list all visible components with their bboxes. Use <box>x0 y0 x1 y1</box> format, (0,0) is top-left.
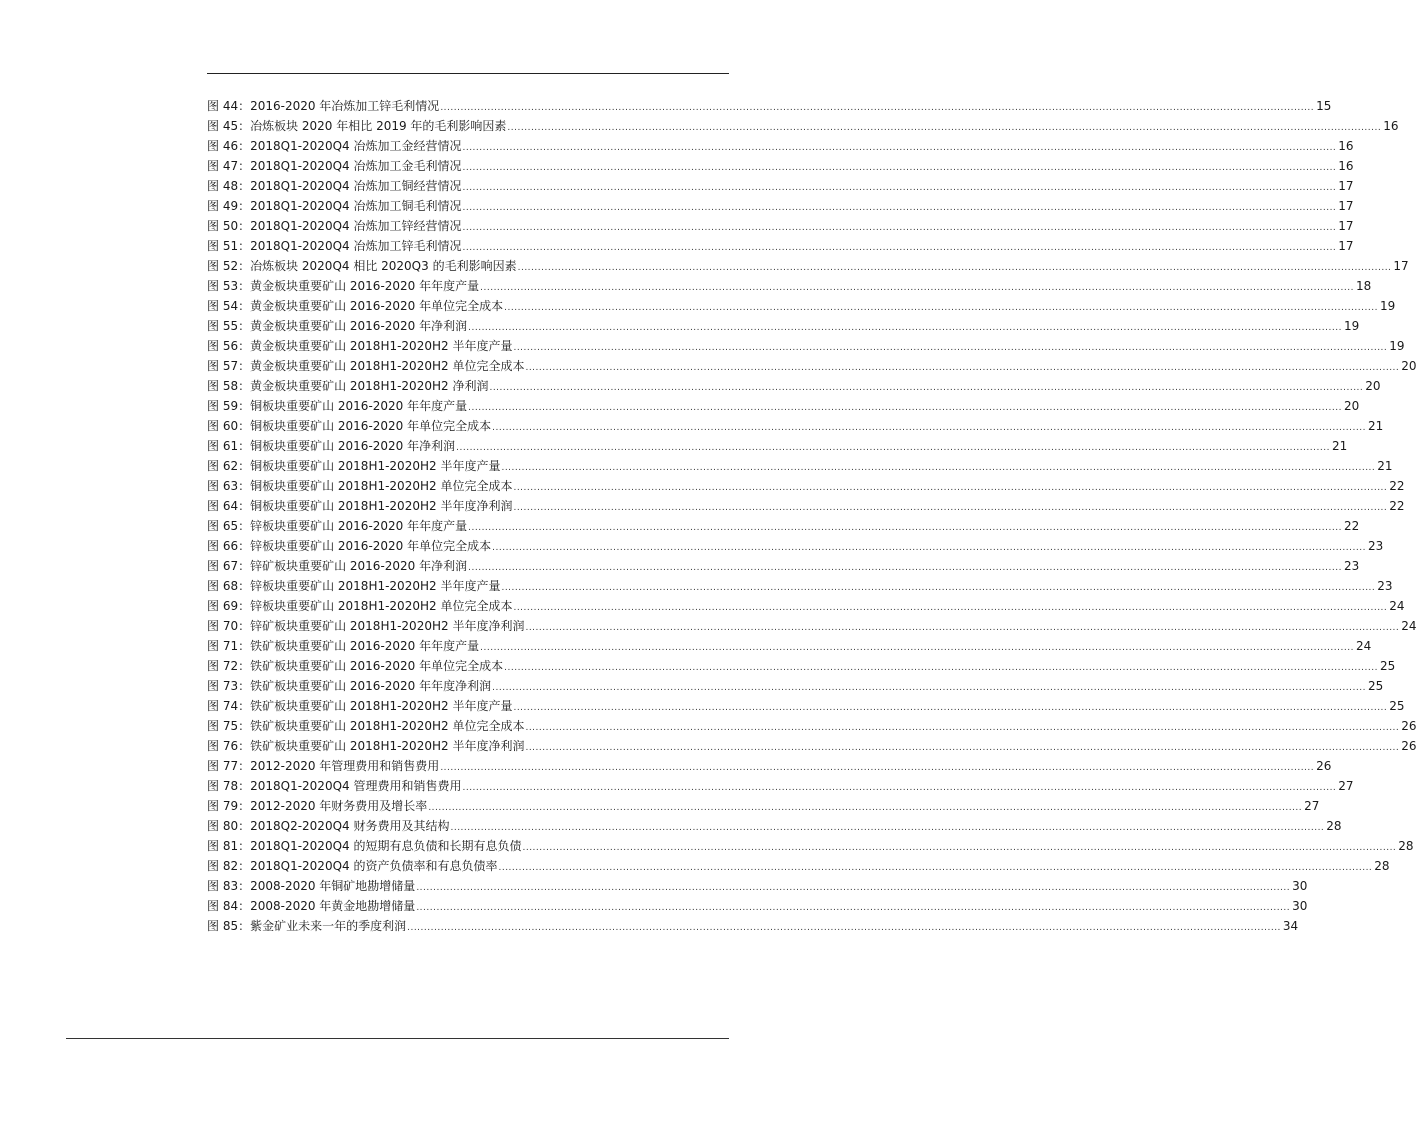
toc-entry[interactable] <box>207 596 1405 616</box>
toc-entry[interactable] <box>207 696 1405 716</box>
toc-dot-leader: .................................................................................................................................................................................................................................................................... <box>501 463 1376 473</box>
toc-entry[interactable] <box>207 476 1405 496</box>
toc-dot-leader: .................................................................................................................................................................................................................................................................... <box>513 483 1388 493</box>
toc-dot-leader: .................................................................................................................................................................................................................................................................... <box>525 743 1400 753</box>
toc-entry-page-number: 23 <box>1377 579 1393 593</box>
toc-entry-label: 图 48：2018Q1-2020Q4 冶炼加工铜经营情况 <box>207 179 462 193</box>
toc-entry[interactable] <box>207 96 1332 116</box>
toc-entry-page-number: 24 <box>1355 639 1372 653</box>
toc-dot-leader: .................................................................................................................................................................................................................................................................... <box>504 303 1378 313</box>
toc-entry-label: 图 68：锌板块重要矿山 2018H1-2020H2 半年度产量 <box>207 579 501 593</box>
toc-entry[interactable] <box>207 376 1381 396</box>
figure-toc-list <box>207 96 1417 936</box>
toc-entry[interactable] <box>207 796 1320 816</box>
toc-entry-label: 图 65：锌板块重要矿山 2016-2020 年年度产量 <box>207 519 468 533</box>
toc-entry-page-number: 22 <box>1389 479 1405 493</box>
toc-entry[interactable] <box>207 256 1409 276</box>
toc-entry-page-number: 22 <box>1343 519 1360 533</box>
toc-dot-leader: .................................................................................................................................................................................................................................................................... <box>416 903 1291 913</box>
toc-entry-label: 图 77：2012-2020 年管理费用和销售费用 <box>207 759 440 773</box>
toc-dot-leader: .................................................................................................................................................................................................................................................................... <box>492 683 1366 693</box>
toc-entry-label: 图 84：2008-2020 年黄金地勘增储量 <box>207 899 416 913</box>
toc-entry-label: 图 53：黄金板块重要矿山 2016-2020 年年度产量 <box>207 279 480 293</box>
toc-entry[interactable] <box>207 676 1384 696</box>
toc-dot-leader: .................................................................................................................................................................................................................................................................... <box>525 363 1400 373</box>
toc-entry[interactable] <box>207 196 1354 216</box>
toc-entry-page-number: 30 <box>1292 879 1308 893</box>
toc-entry[interactable] <box>207 456 1393 476</box>
toc-entry[interactable] <box>207 816 1342 836</box>
toc-entry[interactable] <box>207 236 1354 256</box>
toc-dot-leader: .................................................................................................................................................................................................................................................................... <box>440 103 1315 113</box>
toc-entry-page-number: 28 <box>1398 839 1414 853</box>
toc-entry[interactable] <box>207 276 1372 296</box>
toc-entry-label: 图 47：2018Q1-2020Q4 冶炼加工金毛利情况 <box>207 159 462 173</box>
toc-entry-label: 图 62：铜板块重要矿山 2018H1-2020H2 半年度产量 <box>207 459 501 473</box>
toc-entry-page-number: 25 <box>1389 699 1405 713</box>
toc-dot-leader: .................................................................................................................................................................................................................................................................... <box>501 583 1376 593</box>
toc-entry-label: 图 57：黄金板块重要矿山 2018H1-2020H2 单位完全成本 <box>207 359 525 373</box>
toc-entry-page-number: 25 <box>1367 679 1384 693</box>
toc-entry-label: 图 75：铁矿板块重要矿山 2018H1-2020H2 单位完全成本 <box>207 719 525 733</box>
toc-entry-page-number: 26 <box>1401 719 1417 733</box>
toc-dot-leader: .................................................................................................................................................................................................................................................................... <box>462 163 1337 173</box>
toc-dot-leader: .................................................................................................................................................................................................................................................................... <box>480 643 1354 653</box>
toc-entry-page-number: 21 <box>1377 459 1393 473</box>
toc-entry-label: 图 78：2018Q1-2020Q4 管理费用和销售费用 <box>207 779 462 793</box>
toc-entry[interactable] <box>207 656 1396 676</box>
toc-entry-page-number: 23 <box>1343 559 1360 573</box>
toc-dot-leader: .................................................................................................................................................................................................................................................................... <box>407 923 1281 933</box>
toc-dot-leader: .................................................................................................................................................................................................................................................................... <box>468 523 1342 533</box>
toc-entry-label: 图 51：2018Q1-2020Q4 冶炼加工锌毛利情况 <box>207 239 462 253</box>
toc-dot-leader: .................................................................................................................................................................................................................................................................... <box>498 863 1373 873</box>
toc-entry-label: 图 54：黄金板块重要矿山 2016-2020 年单位完全成本 <box>207 299 504 313</box>
toc-entry-label: 图 71：铁矿板块重要矿山 2016-2020 年年度产量 <box>207 639 480 653</box>
toc-entry[interactable] <box>207 416 1384 436</box>
toc-entry[interactable] <box>207 756 1332 776</box>
toc-dot-leader: .................................................................................................................................................................................................................................................................... <box>489 383 1364 393</box>
toc-entry-label: 图 46：2018Q1-2020Q4 冶炼加工金经营情况 <box>207 139 462 153</box>
toc-entry-label: 图 83：2008-2020 年铜矿地勘增储量 <box>207 879 416 893</box>
toc-dot-leader: .................................................................................................................................................................................................................................................................... <box>462 203 1337 213</box>
toc-dot-leader: .................................................................................................................................................................................................................................................................... <box>525 723 1400 733</box>
toc-entry-page-number: 34 <box>1282 919 1299 933</box>
toc-entry-label: 图 44：2016-2020 年冶炼加工锌毛利情况 <box>207 99 440 113</box>
toc-entry-page-number: 24 <box>1389 599 1405 613</box>
header-rule <box>207 73 729 74</box>
toc-entry-page-number: 17 <box>1338 219 1354 233</box>
toc-entry[interactable] <box>207 496 1405 516</box>
toc-entry-page-number: 21 <box>1367 419 1384 433</box>
toc-entry-page-number: 16 <box>1383 119 1399 133</box>
toc-entry-label: 图 66：锌板块重要矿山 2016-2020 年单位完全成本 <box>207 539 492 553</box>
toc-entry-page-number: 26 <box>1316 759 1332 773</box>
toc-entry-label: 图 50：2018Q1-2020Q4 冶炼加工锌经营情况 <box>207 219 462 233</box>
toc-entry-label: 图 81：2018Q1-2020Q4 的短期有息负债和长期有息负债 <box>207 839 522 853</box>
toc-entry-page-number: 20 <box>1401 359 1417 373</box>
toc-dot-leader: .................................................................................................................................................................................................................................................................... <box>517 263 1392 273</box>
toc-dot-leader: .................................................................................................................................................................................................................................................................... <box>450 823 1325 833</box>
toc-entry-label: 图 73：铁矿板块重要矿山 2016-2020 年年度净利润 <box>207 679 492 693</box>
toc-entry[interactable] <box>207 296 1396 316</box>
toc-entry[interactable] <box>207 136 1354 156</box>
toc-entry[interactable] <box>207 736 1417 756</box>
toc-entry[interactable] <box>207 156 1354 176</box>
toc-entry[interactable] <box>207 636 1372 656</box>
toc-entry[interactable] <box>207 556 1360 576</box>
toc-entry-page-number: 16 <box>1338 159 1354 173</box>
toc-entry-label: 图 67：锌矿板块重要矿山 2016-2020 年净利润 <box>207 559 468 573</box>
toc-entry[interactable] <box>207 336 1405 356</box>
toc-entry-page-number: 23 <box>1367 539 1384 553</box>
toc-entry-label: 图 49：2018Q1-2020Q4 冶炼加工铜毛利情况 <box>207 199 462 213</box>
toc-entry-page-number: 25 <box>1379 659 1396 673</box>
toc-entry-page-number: 20 <box>1343 399 1360 413</box>
toc-dot-leader: .................................................................................................................................................................................................................................................................... <box>513 503 1388 513</box>
toc-entry-label: 图 45：冶炼板块 2020 年相比 2019 年的毛利影响因素 <box>207 119 507 133</box>
toc-entry-page-number: 28 <box>1326 819 1342 833</box>
toc-entry[interactable] <box>207 716 1417 736</box>
toc-entry-label: 图 64：铜板块重要矿山 2018H1-2020H2 半年度净利润 <box>207 499 513 513</box>
footer-rule <box>66 1038 729 1039</box>
toc-entry-label: 图 74：铁矿板块重要矿山 2018H1-2020H2 半年度产量 <box>207 699 513 713</box>
toc-entry-page-number: 16 <box>1338 139 1354 153</box>
toc-entry-label: 图 79：2012-2020 年财务费用及增长率 <box>207 799 428 813</box>
toc-entry-page-number: 17 <box>1393 259 1409 273</box>
toc-dot-leader: .................................................................................................................................................................................................................................................................... <box>440 763 1315 773</box>
toc-entry-page-number: 20 <box>1365 379 1381 393</box>
toc-dot-leader: .................................................................................................................................................................................................................................................................... <box>513 343 1388 353</box>
toc-entry-page-number: 19 <box>1389 339 1405 353</box>
toc-dot-leader: .................................................................................................................................................................................................................................................................... <box>492 423 1366 433</box>
toc-entry[interactable] <box>207 576 1393 596</box>
toc-entry[interactable] <box>207 876 1308 896</box>
toc-dot-leader: .................................................................................................................................................................................................................................................................... <box>462 223 1337 233</box>
toc-entry-page-number: 17 <box>1338 239 1354 253</box>
toc-dot-leader: .................................................................................................................................................................................................................................................................... <box>462 243 1337 253</box>
toc-dot-leader: .................................................................................................................................................................................................................................................................... <box>468 403 1342 413</box>
toc-entry-label: 图 55：黄金板块重要矿山 2016-2020 年净利润 <box>207 319 468 333</box>
toc-entry-label: 图 63：铜板块重要矿山 2018H1-2020H2 单位完全成本 <box>207 479 513 493</box>
toc-entry-page-number: 19 <box>1379 299 1396 313</box>
toc-entry-label: 图 59：铜板块重要矿山 2016-2020 年年度产量 <box>207 399 468 413</box>
toc-entry-label: 图 80：2018Q2-2020Q4 财务费用及其结构 <box>207 819 450 833</box>
toc-entry-label: 图 85：紫金矿业未来一年的季度利润 <box>207 919 407 933</box>
toc-dot-leader: .................................................................................................................................................................................................................................................................... <box>468 323 1342 333</box>
toc-dot-leader: .................................................................................................................................................................................................................................................................... <box>416 883 1291 893</box>
toc-entry-page-number: 27 <box>1338 779 1354 793</box>
toc-dot-leader: .................................................................................................................................................................................................................................................................... <box>513 603 1388 613</box>
toc-entry[interactable] <box>207 516 1360 536</box>
toc-entry-label: 图 76：铁矿板块重要矿山 2018H1-2020H2 半年度净利润 <box>207 739 525 753</box>
toc-entry-label: 图 82：2018Q1-2020Q4 的资产负债率和有息负债率 <box>207 859 498 873</box>
toc-dot-leader: .................................................................................................................................................................................................................................................................... <box>462 183 1337 193</box>
toc-entry-label: 图 72：铁矿板块重要矿山 2016-2020 年单位完全成本 <box>207 659 504 673</box>
toc-dot-leader: .................................................................................................................................................................................................................................................................... <box>462 143 1337 153</box>
toc-entry-page-number: 28 <box>1374 859 1390 873</box>
toc-entry-page-number: 19 <box>1343 319 1360 333</box>
toc-entry[interactable] <box>207 916 1299 936</box>
toc-entry[interactable] <box>207 216 1354 236</box>
toc-entry-page-number: 21 <box>1331 439 1348 453</box>
toc-entry[interactable] <box>207 356 1417 376</box>
toc-entry-page-number: 30 <box>1292 899 1308 913</box>
toc-dot-leader: .................................................................................................................................................................................................................................................................... <box>525 623 1400 633</box>
toc-entry[interactable] <box>207 856 1390 876</box>
toc-entry-page-number: 27 <box>1304 799 1320 813</box>
toc-dot-leader: .................................................................................................................................................................................................................................................................... <box>456 443 1330 453</box>
toc-dot-leader: .................................................................................................................................................................................................................................................................... <box>507 123 1382 133</box>
toc-entry-page-number: 24 <box>1401 619 1417 633</box>
toc-entry-page-number: 17 <box>1338 199 1354 213</box>
toc-entry[interactable] <box>207 836 1414 856</box>
toc-entry-page-number: 26 <box>1401 739 1417 753</box>
toc-entry[interactable] <box>207 316 1360 336</box>
toc-entry-label: 图 60：铜板块重要矿山 2016-2020 年单位完全成本 <box>207 419 492 433</box>
toc-dot-leader: .................................................................................................................................................................................................................................................................... <box>522 843 1397 853</box>
toc-entry-page-number: 18 <box>1355 279 1372 293</box>
toc-entry-label: 图 69：锌板块重要矿山 2018H1-2020H2 单位完全成本 <box>207 599 513 613</box>
toc-entry-label: 图 70：锌矿板块重要矿山 2018H1-2020H2 半年度净利润 <box>207 619 525 633</box>
toc-entry-page-number: 22 <box>1389 499 1405 513</box>
toc-dot-leader: .................................................................................................................................................................................................................................................................... <box>513 703 1388 713</box>
toc-dot-leader: .................................................................................................................................................................................................................................................................... <box>468 563 1342 573</box>
toc-entry[interactable] <box>207 536 1384 556</box>
toc-entry[interactable] <box>207 176 1354 196</box>
toc-entry-page-number: 15 <box>1316 99 1332 113</box>
toc-dot-leader: .................................................................................................................................................................................................................................................................... <box>492 543 1366 553</box>
toc-entry[interactable] <box>207 776 1354 796</box>
toc-entry[interactable] <box>207 116 1399 136</box>
toc-entry-label: 图 56：黄金板块重要矿山 2018H1-2020H2 半年度产量 <box>207 339 513 353</box>
toc-entry-label: 图 52：冶炼板块 2020Q4 相比 2020Q3 的毛利影响因素 <box>207 259 517 273</box>
toc-entry-label: 图 61：铜板块重要矿山 2016-2020 年净利润 <box>207 439 456 453</box>
toc-dot-leader: .................................................................................................................................................................................................................................................................... <box>504 663 1378 673</box>
toc-dot-leader: .................................................................................................................................................................................................................................................................... <box>480 283 1354 293</box>
toc-entry[interactable] <box>207 396 1360 416</box>
toc-entry[interactable] <box>207 436 1348 456</box>
toc-entry-label: 图 58：黄金板块重要矿山 2018H1-2020H2 净利润 <box>207 379 489 393</box>
toc-entry[interactable] <box>207 616 1417 636</box>
toc-entry[interactable] <box>207 896 1308 916</box>
toc-dot-leader: .................................................................................................................................................................................................................................................................... <box>428 803 1303 813</box>
toc-dot-leader: .................................................................................................................................................................................................................................................................... <box>462 783 1337 793</box>
toc-entry-page-number: 17 <box>1338 179 1354 193</box>
